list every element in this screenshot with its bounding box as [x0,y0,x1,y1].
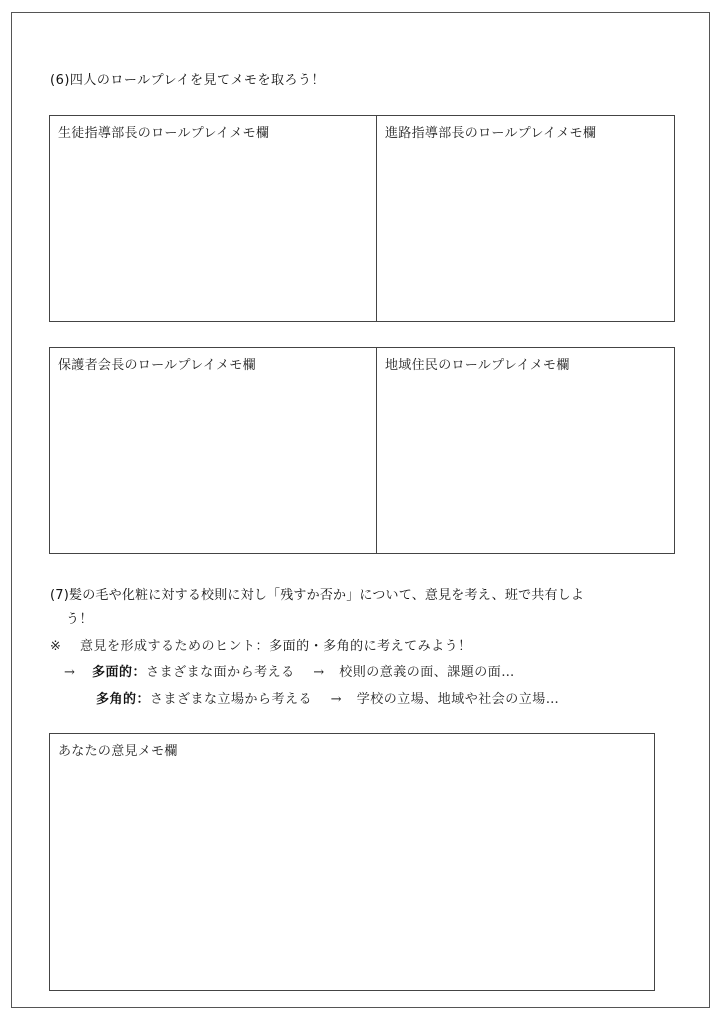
section6-heading: (6)四人のロールプレイを見てメモを取ろう！ [50,73,325,88]
hint-text: 意見を形成するためのヒント： [80,639,270,654]
example-multiperspective: 学校の立場、地域や社会の立場… [356,692,560,707]
memo-local-resident[interactable] [377,348,674,553]
arrow-icon: → [64,665,76,680]
example-multifaceted: 校則の意義の面、課題の面… [339,665,515,680]
memo-box-row1 [49,115,675,322]
memo-box-row2 [49,347,675,554]
memo-career-guidance[interactable] [377,116,674,321]
hint-mark: ※ [50,639,62,654]
memo-pta-president[interactable] [50,348,376,553]
arrow-icon: → [313,665,325,680]
term-multiperspective: 多角的： [96,692,151,707]
memo-label-career-guidance: 進路指導部長のロールプレイメモ欄 [385,126,597,141]
hint-row-multiperspective [96,688,559,707]
desc-multifaceted: さまざまな面から考える [146,665,295,680]
opinion-memo-box[interactable] [49,733,655,991]
section7-heading-line1: (7)髪の毛や化粧に対する校則に対し「残すか否か」について、意見を考え、班で共有しよ [50,588,585,603]
section7-heading-line2: う！ [66,612,94,627]
memo-label-local-resident: 地域住民のロールプレイメモ欄 [385,358,570,373]
hint-row-multifaceted [64,661,515,680]
opinion-memo-label: あなたの意見メモ欄 [58,744,178,759]
term-multifaceted: 多面的： [92,665,147,680]
memo-label-pta-president: 保護者会長のロールプレイメモ欄 [58,358,256,373]
arrow-icon: → [330,692,343,707]
memo-student-guidance[interactable] [50,116,376,321]
hint-emphasis: 多面的・多角的に考えてみよう！ [269,639,472,654]
memo-label-student-guidance: 生徒指導部長のロールプレイメモ欄 [58,126,270,141]
hint-line [50,635,472,654]
desc-multiperspective: さまざまな立場から考える [150,692,313,707]
